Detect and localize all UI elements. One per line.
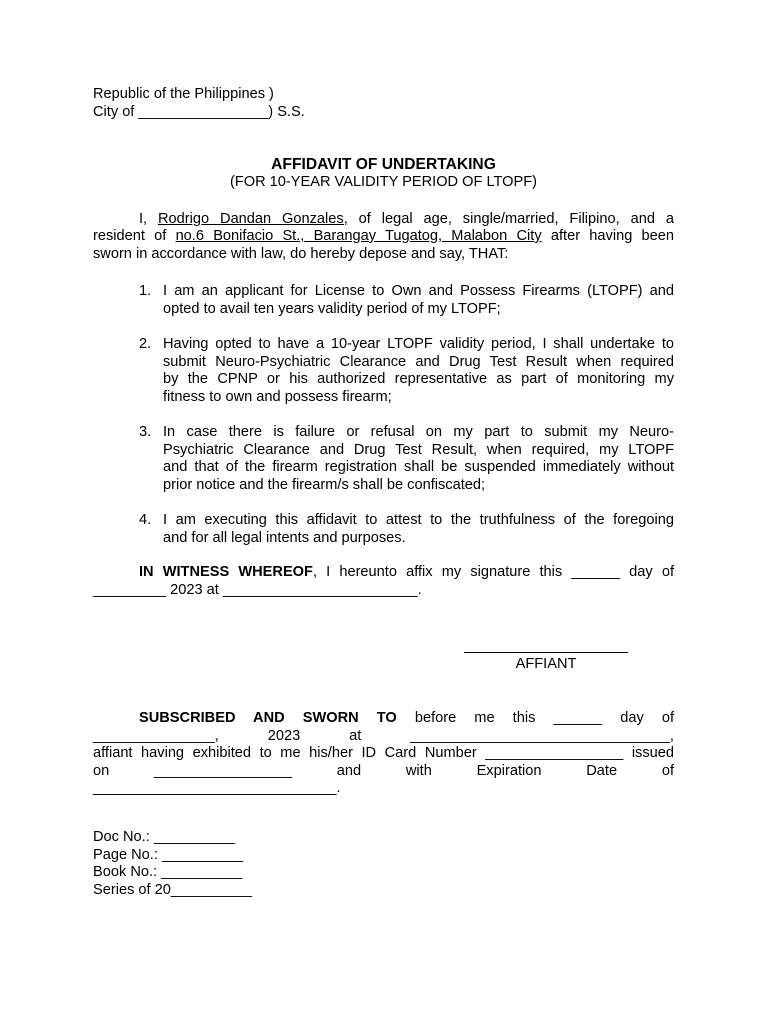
intro-line-2 [93, 228, 674, 246]
undertaking-list [93, 283, 674, 547]
item-line: Psychiatric Clearance and Drug Test Result, when required, my LTOPF [163, 441, 674, 458]
page-no: Page No.: __________ [93, 846, 244, 863]
intro-l1-post: of legal age, single/married, Filipino, and a [358, 210, 674, 227]
series-no: Series of 20__________ [93, 881, 253, 898]
intro-line-3: sworn in accordance with law, do hereby depose and say, THAT: [93, 245, 509, 262]
jurat-l1-rest: before me this ______ day of [414, 710, 674, 726]
jurat-heading: SUBSCRIBED AND SWORN TO [139, 710, 397, 726]
document-title: AFFIDAVIT OF UNDERTAKING [271, 156, 496, 173]
witness-line-1 [93, 564, 674, 582]
notarial-register [93, 829, 252, 899]
city-line: City of ________________) S.S. [93, 103, 305, 120]
affidavit-document [93, 86, 675, 898]
jurat-line-1 [93, 710, 674, 728]
affiant-signature-block [464, 652, 628, 674]
witness-heading: IN WITNESS WHEREOF [139, 564, 313, 580]
item-line: I am executing this affidavit to attest to the truthfulness of the foregoing [163, 512, 674, 528]
venue-header [93, 86, 674, 121]
item-line: I am an applicant for License to Own and Possess Firearms (LTOPF) and [163, 283, 674, 299]
item-number: 2. [139, 336, 152, 352]
item-number: 1. [139, 283, 152, 299]
item-line: and for all legal intents and purposes. [163, 529, 406, 546]
item-line: In case there is failure or refusal on my part to submit my Neuro- [163, 424, 674, 440]
intro-line-1 [93, 211, 674, 229]
affiant-address: no.6 Bonifacio St., Barangay Tugatog, Malabon City [175, 228, 542, 244]
document-subtitle: (FOR 10-YEAR VALIDITY PERIOD OF LTOPF) [229, 174, 538, 190]
jurat-line-5: ______________________________. [93, 780, 341, 796]
item-line: opted to avail ten years validity period of my LTOPF; [163, 300, 501, 317]
intro-paragraph [93, 211, 674, 264]
intro-i: I, [139, 210, 148, 227]
witness-paragraph [93, 564, 674, 599]
affiant-name: Rodrigo Dandan Gonzales, [158, 210, 348, 227]
witness-l1-rest: , I hereunto affix my signature this ______ day of [312, 564, 675, 580]
list-item [93, 336, 674, 406]
item-line: prior notice and the firearm/s shall be confiscated; [163, 476, 486, 493]
list-item [93, 283, 674, 318]
witness-line-2: _________ 2023 at ________________________. [93, 581, 422, 598]
item-line: submit Neuro-Psychiatric Clearance and Drug Test Result when required [163, 353, 674, 370]
item-line: by the CPNP or his authorized representative as part of monitoring my [163, 371, 674, 387]
item-line: and that of the firearm registration shall be suspended immediately without [163, 459, 674, 475]
item-number: 4. [139, 512, 152, 528]
doc-no: Doc No.: __________ [93, 829, 235, 845]
jurat-paragraph [93, 710, 674, 798]
intro-l2-pre: resident of [93, 228, 167, 244]
jurat-line-3: affiant having exhibited to me his/her ID Card Number _________________ issued [93, 745, 674, 761]
list-item [93, 424, 674, 494]
list-item [93, 512, 674, 547]
republic-line: Republic of the Philippines ) [93, 86, 274, 102]
jurat-line-4: on _________________ and with Expiration Date of [93, 762, 674, 779]
item-number: 3. [139, 424, 152, 440]
jurat-line-2: _______________, 2023 at ________________________________, [93, 727, 674, 744]
item-line: Having opted to have a 10-year LTOPF validity period, I shall undertake to [163, 336, 674, 352]
affiant-label: AFFIANT [515, 656, 577, 672]
item-line: fitness to own and possess firearm; [163, 388, 392, 405]
book-no: Book No.: __________ [93, 864, 243, 880]
intro-l2-post: after having been [550, 228, 674, 244]
signature-line [464, 652, 628, 653]
